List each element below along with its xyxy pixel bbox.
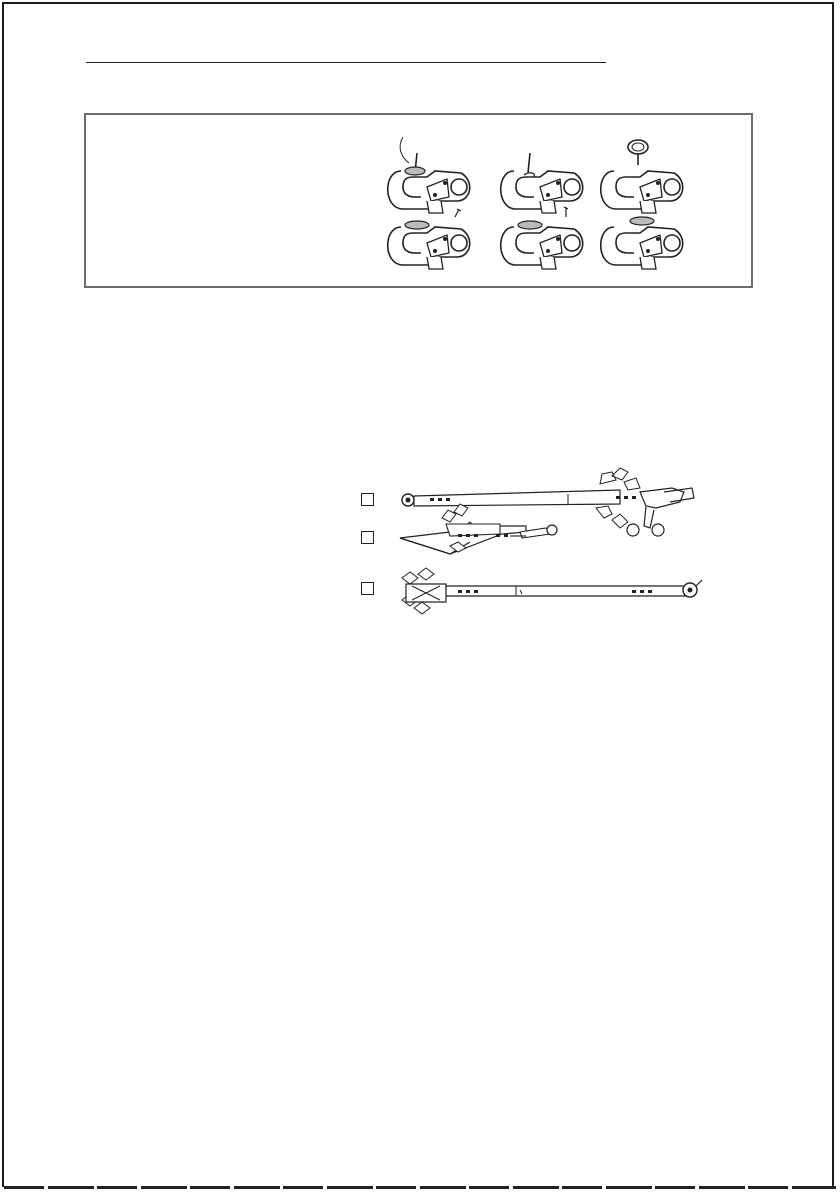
- hook-frame-4: [388, 209, 470, 269]
- hook-frame-2: [501, 153, 583, 213]
- lanyard-option-2-illustration: [400, 504, 557, 554]
- lanyard-illustrations: [350, 462, 720, 652]
- hook-frame-6: [601, 217, 683, 269]
- hook-operation-panel: [84, 113, 753, 288]
- hook-frame-3: [601, 140, 683, 213]
- lanyard-option-3-illustration: [402, 568, 702, 614]
- lanyard-option-1-illustration: [402, 468, 694, 536]
- snap-hook-illustration: [86, 115, 755, 290]
- hook-frame-1: [388, 137, 470, 213]
- hook-frame-5: [501, 207, 583, 269]
- title-underline: [86, 62, 606, 63]
- page-bottom-edge: [4, 1186, 836, 1189]
